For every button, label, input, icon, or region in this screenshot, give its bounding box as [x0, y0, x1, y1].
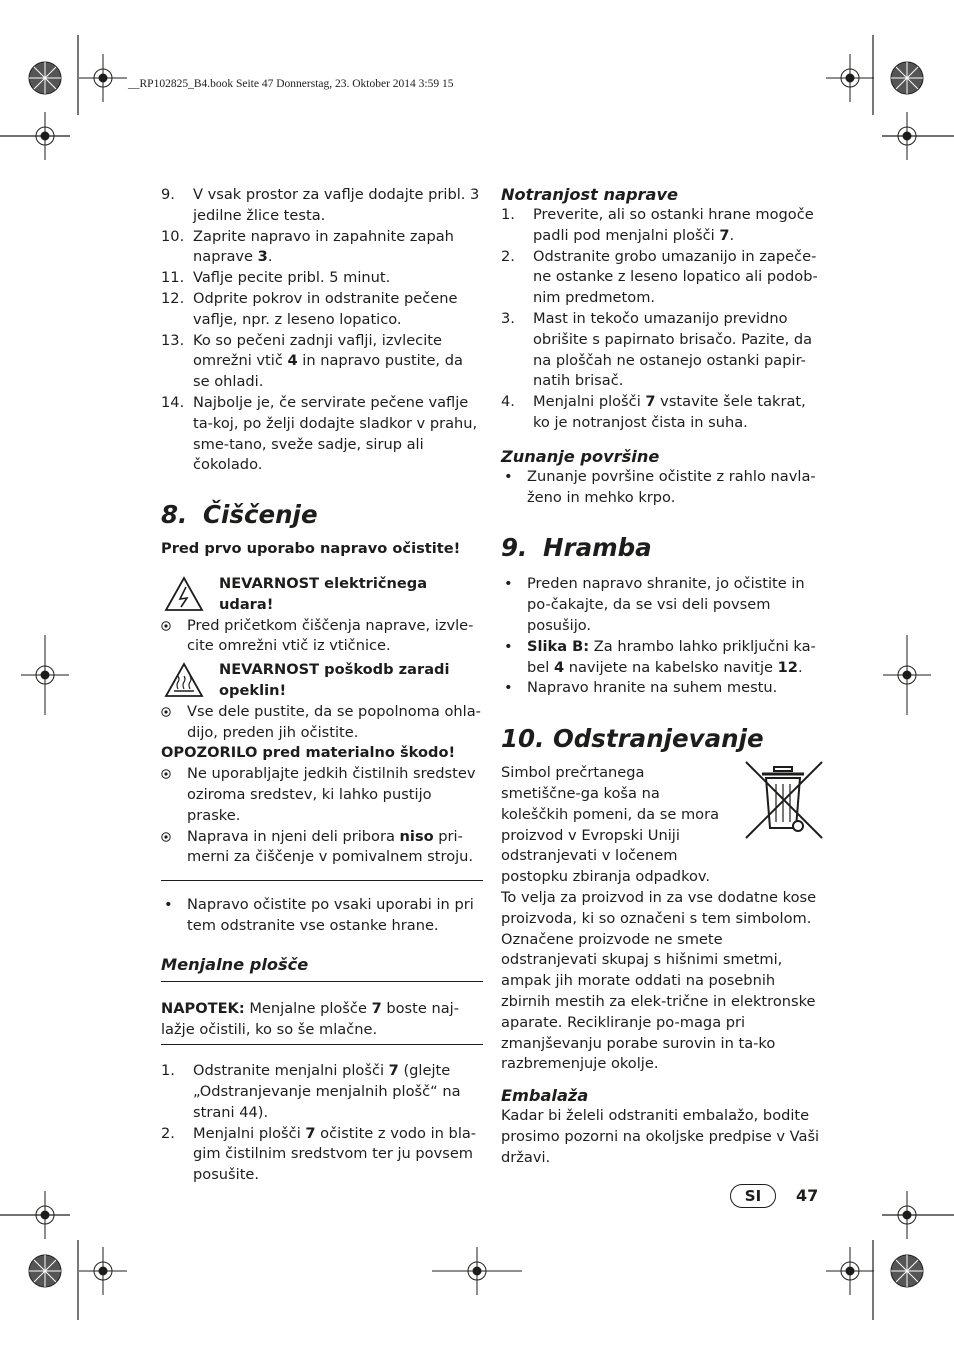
list-item — [161, 1061, 483, 1123]
list-item — [161, 289, 483, 331]
step-number: 11. — [161, 269, 185, 287]
part-ref: 7 — [305, 1124, 316, 1142]
step-text: Mast in tekočo umazanijo previdno obrišite s papirnato brisačo. Pazite, da na ploščah ne ostanejo ostanki papir-natih brisač. — [533, 309, 813, 390]
item-text: navijete na kabelsko navitje — [564, 658, 778, 676]
part-ref: 4 — [553, 658, 565, 676]
part-ref: 12 — [777, 658, 798, 676]
step-number: 1. — [161, 1062, 175, 1080]
step-text: . — [267, 248, 273, 266]
step-text: Menjalni plošči — [193, 1124, 306, 1142]
part-ref: 3 — [257, 248, 268, 266]
section-title: Odstranjevanje — [552, 724, 764, 754]
step-number: 13. — [161, 331, 185, 349]
list-item — [161, 393, 483, 476]
list-item — [161, 895, 483, 937]
step-text: V vsak prostor za vaflje dodajte pribl. 3 jedilne žlice testa. — [193, 186, 480, 224]
step-text: Odstranite menjalni plošči — [193, 1062, 389, 1080]
lead-text: Pred prvo uporabo napravo očistite! — [161, 540, 461, 558]
list-item — [161, 185, 483, 227]
step-text: Odprite pokrov in odstranite pečene vaflje, npr. z leseno lopatico. — [193, 289, 458, 328]
step-number: 2. — [161, 1124, 175, 1142]
step-text: (glejte „Odstranjevanje menjalnih plošč“ na strani 44). — [193, 1062, 461, 1121]
bullet: • — [504, 679, 513, 697]
step-text: Vaflje pecite pribl. 5 minut. — [193, 269, 391, 287]
section-heading — [161, 501, 483, 529]
step-number: 9. — [161, 186, 175, 203]
list-item — [501, 309, 823, 392]
warning-burn — [161, 660, 483, 702]
section-heading — [501, 725, 823, 753]
step-number: 2. — [501, 247, 515, 265]
list-item — [161, 1124, 483, 1186]
note-label: NAPOTEK: — [161, 999, 245, 1017]
step-number: 4. — [501, 393, 515, 411]
list-item — [161, 268, 483, 289]
language-badge: SI — [730, 1184, 776, 1208]
step-text: očistite z vodo in bla-gim čistilnim sredstvom ter ju povsem posušite. — [193, 1124, 477, 1184]
item-text: pri-merni za čiščenje v pomivalnem stroju. — [187, 827, 474, 866]
part-ref: 7 — [371, 999, 382, 1017]
step-text: Ko so pečeni zadnji vaflji, izvlecite omrežni vtič — [193, 331, 442, 370]
note-text: Menjalne plošče — [244, 999, 372, 1017]
part-ref: 7 — [719, 226, 730, 244]
figure-ref: Slika B: — [527, 637, 590, 655]
step-text: Zaprite napravo in zapahnite zapah napravе — [193, 227, 454, 266]
list-item — [161, 827, 483, 869]
step-number: 12. — [161, 289, 185, 307]
list-item — [501, 467, 823, 509]
list-item — [161, 616, 483, 658]
subsection-heading: Menjalne plošče — [161, 954, 309, 974]
list-item — [161, 764, 483, 826]
item-text: Zunanje površine očistite z rahlo navla-ženo in mehko krpo. — [527, 467, 816, 506]
hot-surface-icon — [164, 662, 204, 698]
step-text: . — [729, 226, 735, 244]
part-ref: 7 — [645, 393, 656, 411]
step-number: 14. — [161, 393, 185, 411]
item-text: Ne uporabljajte jedkih čistilnih sredstev oziroma sredstev, ki lahko pustijo praske. — [187, 765, 476, 824]
list-item — [501, 392, 823, 434]
section-number: 10. — [501, 724, 545, 754]
weee-bin-icon — [744, 760, 824, 844]
subsection-heading: Embalaža — [501, 1086, 589, 1106]
left-column — [161, 185, 483, 1186]
list-item — [161, 331, 483, 393]
emphasis: niso — [399, 827, 434, 845]
bullet-circle-icon — [161, 621, 171, 631]
step-number: 1. — [501, 206, 515, 223]
part-ref: 7 — [388, 1062, 399, 1080]
step-number: 10. — [161, 227, 185, 245]
list-item — [161, 702, 483, 744]
step-number: 3. — [501, 309, 515, 327]
disposal-paragraph: Simbol prečrtanega smetiščne-ga koša na koleščkih pomeni, da se mora proizvod v Evropski Uniji odstranjevati v ločenem postopku zbiranja odpadkov. — [501, 764, 720, 886]
bullet: • — [504, 637, 513, 655]
print-file-header: __RP102825_B4.book Seite 47 Donnerstag, 23. Oktober 2014 3:59 15 — [128, 78, 454, 90]
caution-title: OPOZORILO pred materialno škodo! — [161, 744, 456, 762]
list-item — [501, 205, 823, 247]
list-item — [501, 574, 823, 636]
list-item — [501, 637, 823, 679]
section-title: Hramba — [543, 533, 652, 563]
step-text: in napravo pustite, da se ohladi. — [193, 352, 463, 391]
disposal-paragraph: To velja za proizvod in za vse dodatne kose proizvoda, ki so označeni s tem simbolom. Označene proizvode ne smete odstranjevati skupaj s hišnimi smetmi, ampak jih morate oddati na posebnih zbirnih mestih za elek-trične in elektronske aparate. Recikliranje po-maga pri zmanjševanju porabe surovin in ta-ko razbremenjuje okolje. — [501, 888, 817, 1073]
section-number: 9. — [501, 533, 528, 563]
item-text: Pred pričetkom čiščenja naprave, izvle-cite omrežni vtič iz vtičnice. — [187, 616, 474, 655]
note-text: boste naj-lažje očistili, ko so še mlačne. — [161, 999, 460, 1038]
packaging-paragraph: Kadar bi želeli odstraniti embalažo, bodite prosimo pozorni na okoljske predpise v Vaši državi. — [501, 1107, 820, 1166]
warning-electric — [161, 574, 483, 616]
item-text: Preden napravo shranite, jo očistite in po-čakajte, da se vsi deli povsem posušijo. — [527, 575, 805, 634]
bullet-circle-icon — [161, 769, 171, 779]
list-item — [501, 678, 823, 699]
step-text: Najbolje je, če servirate pečene vaflje ta-koj, po želji dodajte sladkor v prahu, sme-tano, sveže sadje, sirup ali čokolado. — [193, 393, 478, 474]
list-item — [501, 247, 823, 309]
item-text: Napravo očistite po vsaki uporabi in pri tem odstranite vse ostanke hrane. — [187, 896, 474, 934]
subsection-heading: Zunanje površine — [501, 446, 660, 466]
section-heading — [501, 534, 823, 562]
part-ref: 4 — [287, 352, 298, 370]
bullet-circle-icon — [161, 707, 171, 717]
bullet: • — [164, 896, 173, 914]
right-column — [501, 185, 823, 1168]
section-number: 8. — [161, 500, 188, 530]
step-text: vstavite šele takrat, ko je notranjost čista in suha. — [533, 393, 806, 431]
step-text: Preverite, ali so ostanki hrane mogoče padli pod menjalni plošči — [533, 206, 814, 244]
note-paragraph — [161, 999, 483, 1041]
bullet-circle-icon — [161, 832, 171, 842]
page-number: 47 — [796, 1186, 819, 1205]
item-text: . — [797, 658, 803, 676]
section-title: Čiščenje — [203, 500, 318, 530]
step-text: Odstranite grobo umazanijo in zapeče-ne ostanke z leseno lopatico ali podob-nim predmetom. — [533, 247, 818, 307]
item-text: Napravo hranite na suhem mestu. — [527, 679, 778, 697]
bullet: • — [504, 575, 513, 593]
warning-title: NEVARNOST električnega udara! — [219, 574, 428, 613]
electric-hazard-icon — [164, 576, 204, 612]
list-item — [161, 227, 483, 269]
warning-title: NEVARNOST poškodb zaradi opeklin! — [219, 661, 450, 699]
bullet: • — [504, 467, 513, 485]
item-text: Naprava in njeni deli pribora — [187, 827, 400, 845]
subsection-heading: Notranjost naprave — [501, 185, 678, 204]
item-text: Vse dele pustite, da se popolnoma ohla-dijo, preden jih očistite. — [187, 702, 481, 741]
item-text: Za hrambo lahko priključni ka-bel — [527, 637, 816, 676]
step-text: Menjalni plošči — [533, 393, 646, 411]
